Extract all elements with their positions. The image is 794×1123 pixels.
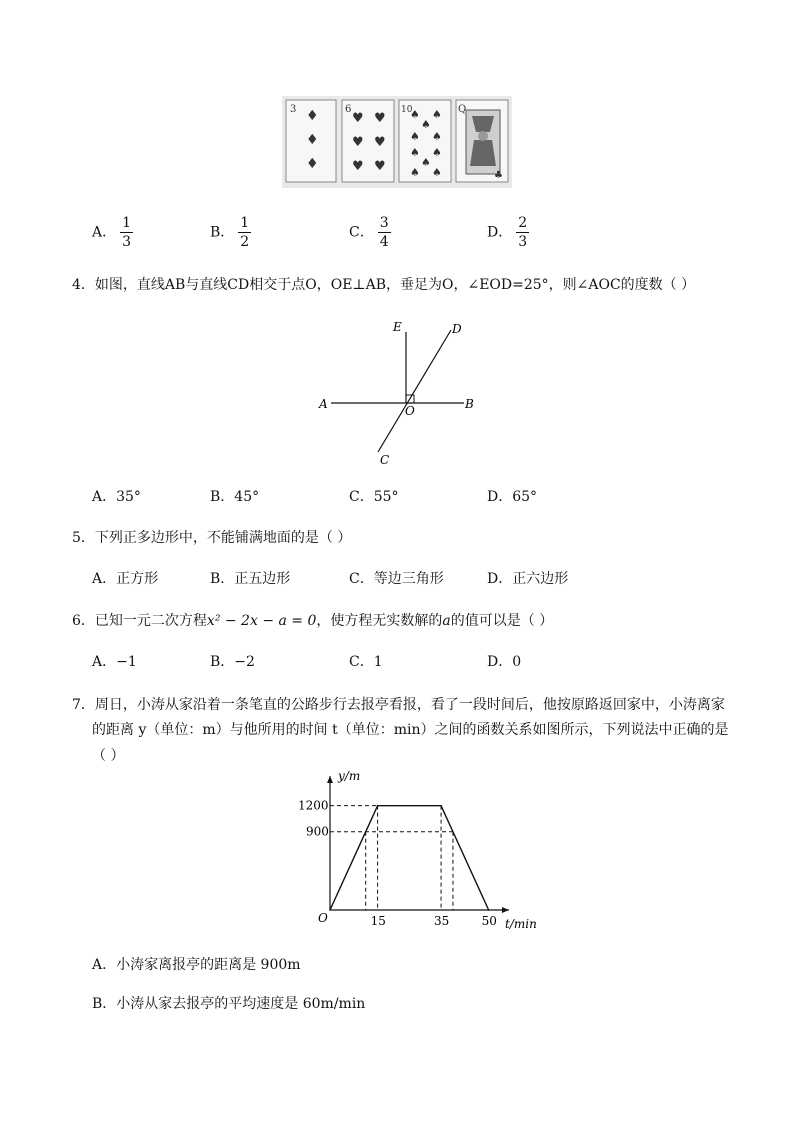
fraction bbox=[516, 214, 529, 251]
svg-text:♠: ♠ bbox=[410, 146, 420, 159]
playing-cards-svg bbox=[282, 96, 512, 188]
q5-option-a[interactable]: A．正方形 bbox=[92, 571, 159, 587]
q7-line-2: 的距离 y（单位：m）与他所用的时间 t（单位：min）之间的函数关系如图所示，下列说法中正确的是 bbox=[92, 722, 729, 738]
data-point bbox=[377, 805, 379, 807]
x-tick-50: 50 bbox=[481, 914, 497, 928]
q6-text bbox=[72, 609, 553, 633]
q3-option-b[interactable] bbox=[210, 214, 251, 251]
svg-text:♦: ♦ bbox=[306, 108, 319, 124]
q3-option-a[interactable] bbox=[92, 214, 133, 251]
option-letter: A． bbox=[92, 224, 117, 241]
card-3-diamonds bbox=[286, 100, 336, 182]
denominator: 4 bbox=[379, 234, 389, 250]
svg-text:♥: ♥ bbox=[374, 111, 386, 126]
fraction bbox=[238, 214, 251, 251]
label-d: D bbox=[452, 322, 462, 336]
q5-option-c[interactable]: C．等边三角形 bbox=[349, 571, 444, 587]
svg-text:6: 6 bbox=[345, 104, 352, 115]
svg-text:♥: ♥ bbox=[374, 159, 386, 174]
denominator: 3 bbox=[122, 234, 132, 250]
x-tick-15: 15 bbox=[370, 914, 386, 928]
svg-text:♦: ♦ bbox=[306, 156, 319, 172]
label-o: O bbox=[405, 404, 415, 418]
q6-option-a[interactable]: A．−1 bbox=[92, 654, 137, 670]
svg-text:♥: ♥ bbox=[352, 111, 364, 126]
origin-label: O bbox=[318, 911, 328, 925]
q4-figure bbox=[316, 316, 496, 472]
numerator: 1 bbox=[122, 215, 132, 231]
q7-option-a[interactable]: A．小涛家离报亭的距离是 900m bbox=[92, 957, 301, 973]
q6-middle: ，使方程无实数解的 bbox=[316, 613, 443, 629]
q6-option-c[interactable]: C．1 bbox=[349, 654, 383, 670]
q6-prefix: 6．已知一元二次方程 bbox=[72, 613, 207, 629]
svg-text:♠: ♠ bbox=[410, 166, 420, 179]
svg-text:10: 10 bbox=[401, 105, 413, 115]
q6-option-b[interactable]: B．−2 bbox=[210, 654, 255, 670]
q3-option-c[interactable] bbox=[349, 214, 391, 251]
q5-text: 5．下列正多边形中，不能铺满地面的是（ ） bbox=[72, 530, 352, 546]
q4-option-d[interactable]: D．65° bbox=[487, 489, 538, 505]
svg-text:♥: ♥ bbox=[352, 135, 364, 150]
denominator: 3 bbox=[518, 234, 528, 250]
y-tick-900: 900 bbox=[306, 824, 329, 839]
x-axis-arrow bbox=[502, 907, 509, 913]
q5-option-b[interactable]: B．正五边形 bbox=[210, 571, 291, 587]
svg-text:♠: ♠ bbox=[421, 118, 431, 131]
q3-option-d[interactable] bbox=[487, 214, 529, 251]
q4-text: 4．如图，直线AB与直线CD相交于点O，OE⊥AB，垂足为O，∠EOD=25°，则∠AOC的度数（ ） bbox=[72, 277, 696, 293]
q7-chart bbox=[290, 769, 537, 944]
y-axis-arrow bbox=[327, 776, 333, 783]
x-axis-label: t/min bbox=[505, 917, 537, 931]
numerator: 1 bbox=[240, 215, 250, 231]
svg-text:♠: ♠ bbox=[432, 108, 442, 121]
line-cd bbox=[378, 330, 451, 452]
q6-variable: a bbox=[442, 613, 451, 629]
svg-text:♠: ♠ bbox=[421, 156, 431, 169]
svg-text:♠: ♠ bbox=[410, 130, 420, 143]
q4-option-b[interactable]: B．45° bbox=[210, 489, 260, 505]
y-axis-label: y/m bbox=[338, 769, 361, 783]
data-point bbox=[329, 909, 331, 911]
y-tick-1200: 1200 bbox=[298, 798, 329, 813]
numerator: 3 bbox=[379, 215, 389, 231]
card-6-hearts bbox=[342, 100, 394, 182]
q7-option-b[interactable]: B．小涛从家去报亭的平均速度是 60m/min bbox=[92, 996, 366, 1012]
q6-option-d[interactable]: D．0 bbox=[487, 654, 522, 670]
svg-text:♦: ♦ bbox=[306, 132, 319, 148]
option-letter: D． bbox=[487, 224, 513, 241]
svg-text:♠: ♠ bbox=[432, 146, 442, 159]
x-tick-35: 35 bbox=[434, 914, 450, 928]
option-letter: C． bbox=[349, 224, 374, 241]
svg-text:3: 3 bbox=[290, 104, 297, 115]
q4-option-c[interactable]: C．55° bbox=[349, 489, 399, 505]
intersecting-lines-diagram bbox=[316, 316, 496, 468]
svg-text:♥: ♥ bbox=[352, 159, 364, 174]
svg-text:♠: ♠ bbox=[410, 108, 420, 121]
denominator: 2 bbox=[240, 234, 250, 250]
numerator: 2 bbox=[518, 215, 528, 231]
q6-equation: x² − 2x − a = 0 bbox=[206, 613, 317, 629]
q7-line-1: 7．周日，小涛从家沿着一条笔直的公路步行去报亭看报，看了一段时间后，他按原路返回家中，小涛离家 bbox=[72, 697, 725, 713]
q4-option-a[interactable]: A．35° bbox=[92, 489, 141, 505]
data-point bbox=[440, 805, 442, 807]
data-point bbox=[488, 909, 490, 911]
label-a: A bbox=[319, 397, 328, 411]
q6-suffix: 的值可以是（ ） bbox=[450, 613, 554, 629]
label-b: B bbox=[465, 397, 474, 411]
q5-option-d[interactable]: D．正六边形 bbox=[487, 571, 569, 587]
svg-text:♠: ♠ bbox=[432, 166, 442, 179]
option-letter: B． bbox=[210, 224, 235, 241]
svg-text:♣: ♣ bbox=[494, 170, 503, 181]
label-e: E bbox=[393, 320, 402, 334]
svg-text:♥: ♥ bbox=[374, 135, 386, 150]
card-queen-clubs bbox=[456, 100, 508, 182]
svg-text:Q: Q bbox=[458, 104, 467, 115]
card-10-spades bbox=[399, 100, 451, 182]
distance-time-chart bbox=[290, 769, 537, 940]
label-c: C bbox=[380, 453, 390, 467]
playing-cards-image bbox=[282, 96, 512, 188]
series-line bbox=[330, 806, 489, 910]
svg-text:♠: ♠ bbox=[432, 130, 442, 143]
fraction bbox=[378, 214, 391, 251]
fraction bbox=[120, 214, 133, 251]
q7-line-3: （ ） bbox=[92, 748, 125, 764]
